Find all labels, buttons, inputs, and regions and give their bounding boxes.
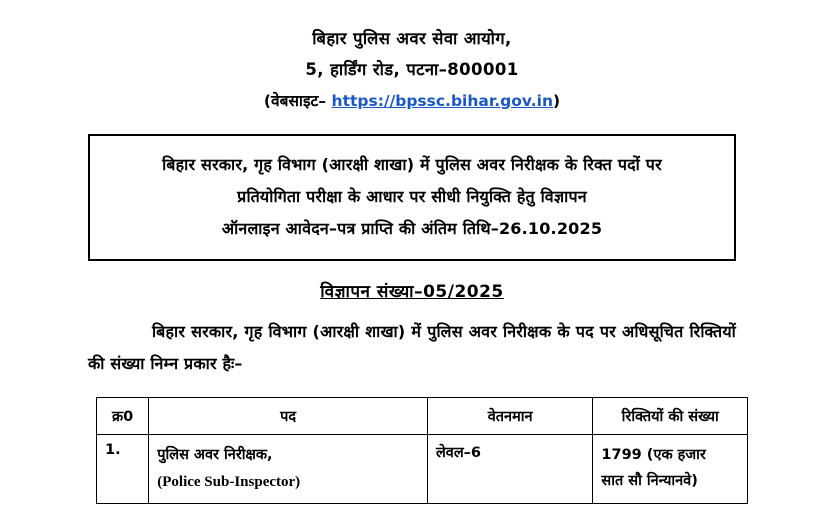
cell-vacancies (593, 434, 748, 504)
cell-sl: 1. (97, 434, 149, 504)
table-header-sl: क्र0 (97, 397, 149, 434)
table-header-post: पद (149, 397, 428, 434)
table-header-row (97, 397, 748, 434)
vacancy-table (96, 397, 748, 505)
organization-name: बिहार पुलिस अवर सेवा आयोग, (312, 29, 512, 48)
cell-vacancies-line-1: 1799 (एक हजार (601, 446, 706, 463)
table-row (97, 434, 748, 504)
cell-pay-level: लेवल–6 (427, 434, 592, 504)
intro-paragraph: बिहार सरकार, गृह विभाग (आरक्षी शाखा) में पुलिस अवर निरीक्षक के पद पर अधिसूचित रिक्तियों की संख्या निम्न प्रकार हैः– (88, 322, 736, 373)
website-line (0, 87, 824, 116)
cell-post-english: (Police Sub-Inspector) (157, 473, 301, 490)
website-label: (वेबसाइट– (263, 92, 332, 111)
cell-post-hindi: पुलिस अवर निरीक्षक, (157, 446, 273, 463)
website-paren-close: ) (553, 92, 561, 111)
table-header-pay: वेतनमान (427, 397, 592, 434)
website-link[interactable]: https://bpssc.bihar.gov.in (331, 92, 553, 111)
notice-line-3: ऑनलाइन आवेदन–पत्र प्राप्ति की अंतिम तिथि–26.10.2025 (221, 219, 603, 239)
cell-vacancies-line-2: सात सौ निन्यानवे) (601, 472, 698, 489)
document-header (0, 0, 824, 116)
advertisement-number: विज्ञापन संख्या–05/2025 (320, 282, 504, 303)
organization-address: 5, हार्डिंग रोड, पटना–800001 (305, 59, 519, 79)
notice-line-2: प्रतियोगिता परीक्षा के आधार पर सीधी नियुक्ति हेतु विज्ञापन (237, 187, 587, 207)
table-header-vacancies: रिक्तियों की संख्या (593, 397, 748, 434)
notice-line-1: बिहार सरकार, गृह विभाग (आरक्षी शाखा) में पुलिस अवर निरीक्षक के रिक्त पदों पर (162, 155, 662, 175)
notice-box (88, 134, 736, 261)
cell-post (149, 434, 428, 504)
